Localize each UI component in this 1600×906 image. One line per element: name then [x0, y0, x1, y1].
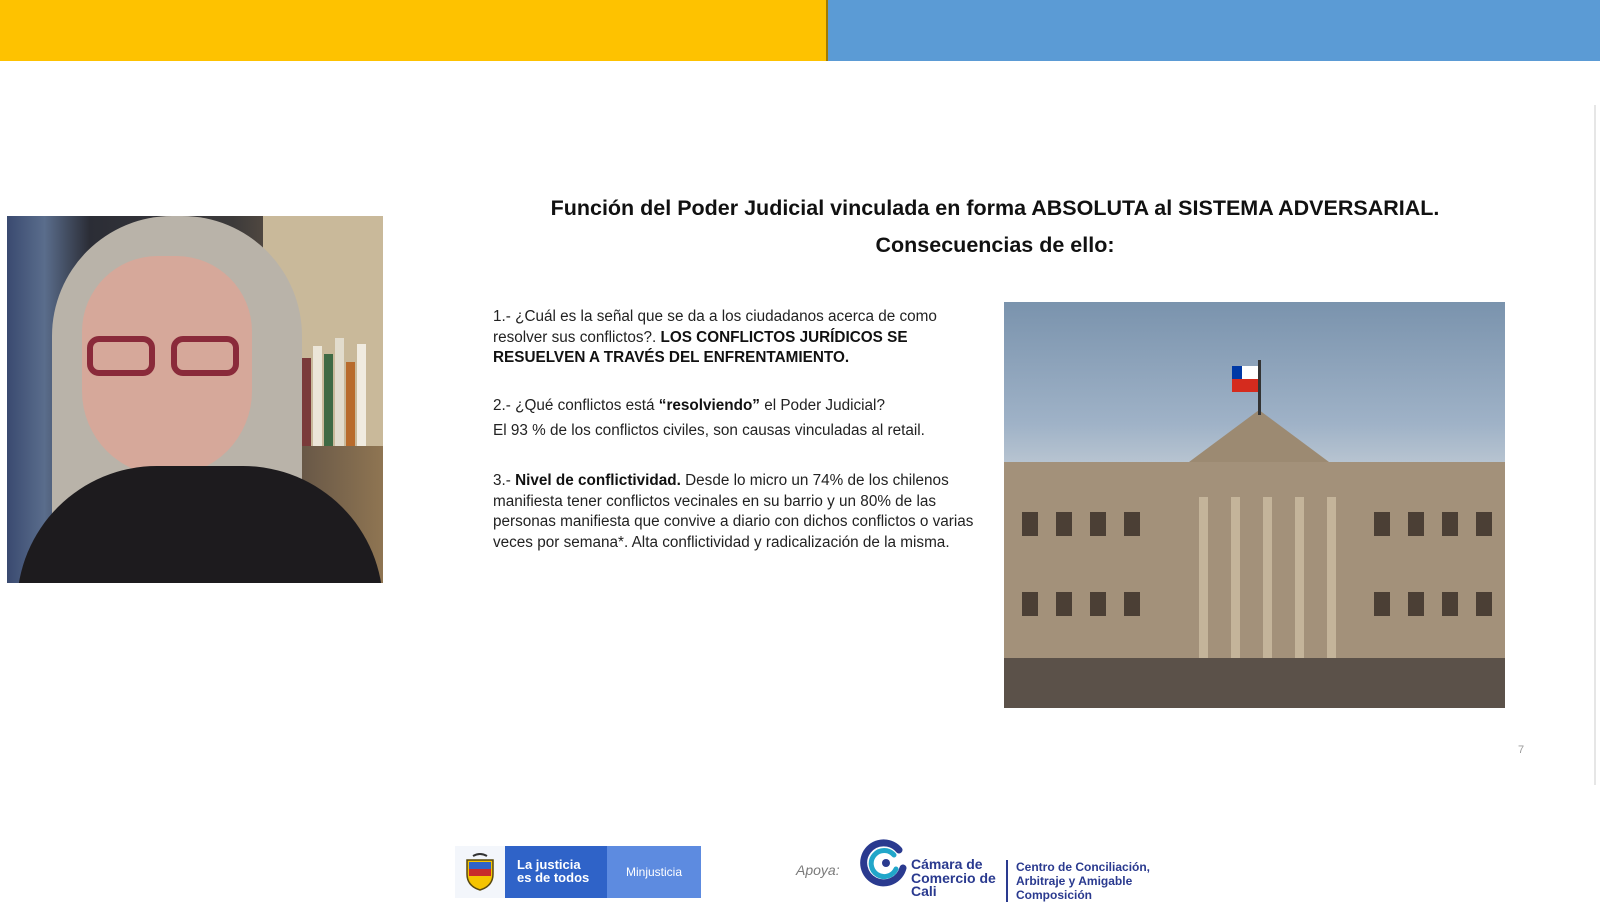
slide-page-number: 7 — [1518, 744, 1525, 756]
camara-name — [911, 858, 996, 899]
point-1 — [493, 307, 988, 369]
point-1-text: 1.- ¿Cuál es la señal que se da a los ciudadanos acerca de como resolver sus conflictos?. — [493, 308, 937, 346]
gov-ministry: Minjusticia — [607, 846, 701, 898]
point-3-text: Desde lo micro un 74% de los chilenos manifiesta tener conflictos vecinales en su barrio y un 80% de las personas manifiesta que convive a diario con dichos conflictos o varias veces por semana*. Alta conflictividad y radicalización de la misma. — [493, 472, 974, 551]
building-facade — [1004, 462, 1505, 662]
gov-slogan — [505, 846, 607, 898]
top-bar-yellow — [0, 0, 828, 61]
centro-line1: Centro de Conciliación, — [1016, 860, 1151, 874]
point-2 — [493, 396, 988, 441]
edge-divider — [1594, 105, 1596, 785]
point-2-detail: El 93 % de los conflictos civiles, son causas vinculadas al retail. — [493, 421, 925, 439]
centro-conciliacion — [1016, 860, 1150, 902]
chile-flag-icon — [1232, 366, 1258, 392]
camara-line1: Cámara de — [911, 856, 983, 872]
point-2-suffix: el Poder Judicial? — [759, 397, 885, 414]
centro-line3: Composición — [1016, 888, 1093, 902]
building-pediment — [1189, 410, 1329, 462]
slide-title-line2: Consecuencias de ello: — [875, 233, 1115, 257]
point-2-question — [493, 396, 988, 417]
point-1-bold: LOS CONFLICTOS JURÍDICOS SE RESUELVEN A TRAVÉS DEL ENFRENTAMIENTO. — [493, 328, 908, 366]
point-2-prefix: 2.- ¿Qué conflictos está — [493, 397, 659, 414]
flag-pole — [1258, 360, 1261, 415]
slide-title — [480, 190, 1510, 264]
gov-slogan-line1: La justicia — [517, 857, 581, 872]
presenter-glasses — [87, 336, 247, 376]
webcam-video-feed — [7, 216, 383, 583]
point-3 — [493, 471, 988, 553]
slide-title-line1: Función del Poder Judicial vinculada en forma ABSOLUTA al SISTEMA ADVERSARIAL. — [550, 196, 1440, 220]
point-2-bold: “resolviendo” — [658, 397, 760, 414]
point-3-bold: Nivel de conflictividad. — [515, 472, 681, 489]
camara-comercio-cali-icon — [859, 838, 909, 888]
apoya-label: Apoya: — [796, 862, 840, 878]
colombia-coat-of-arms-icon — [455, 846, 505, 898]
minjusticia-logo — [455, 846, 701, 898]
logo-divider — [1006, 860, 1008, 902]
camara-line2: Comercio de — [911, 869, 996, 886]
point-3-prefix: 3.- — [493, 472, 516, 489]
camara-line3: Cali — [911, 883, 937, 899]
centro-line2: Arbitraje y Amigable — [1016, 874, 1133, 888]
gov-slogan-line2: es de todos — [517, 869, 590, 885]
courthouse-photo — [1004, 302, 1505, 708]
top-bar-blue — [828, 0, 1600, 61]
plaza-ground — [1004, 658, 1505, 708]
